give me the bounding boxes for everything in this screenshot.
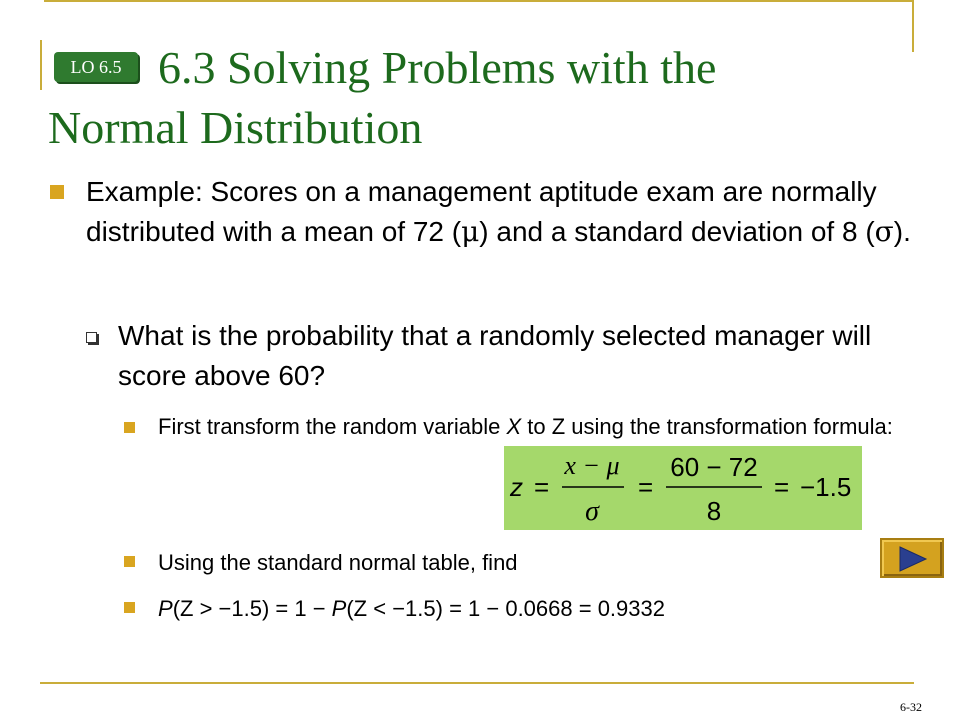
top-rule [44, 0, 914, 2]
footer-rule [40, 682, 914, 684]
probability-result [158, 592, 665, 626]
example-text-part: ). [893, 216, 911, 247]
example-text-part: ) and a standard deviation of 8 ( [479, 216, 875, 247]
transform-text [158, 410, 898, 444]
slide-title [48, 38, 928, 158]
example-text-part: Example: Scores on a management aptitude exam are normally distributed with a mean of 72 ( [86, 176, 877, 247]
bullet-square-icon [124, 602, 135, 613]
formula-den2: 8 [706, 496, 722, 526]
title-line1: 6.3 Solving Problems with the [158, 42, 717, 93]
formula-num1: x − μ [564, 451, 620, 480]
formula-result: −1.5 [800, 472, 852, 502]
next-slide-button[interactable] [880, 538, 944, 578]
transform-text-part: First transform the random variable [158, 414, 507, 439]
mu-symbol: μ [461, 215, 480, 248]
page-number: 6-32 [900, 700, 922, 714]
prob-p: P [158, 596, 173, 621]
table-text: Using the standard normal table, find [158, 550, 518, 575]
learning-objective-badge: LO 6.5 [54, 52, 138, 82]
prob-part: (Z < −1.5) = 1 − 0.0668 = 0.9332 [346, 596, 665, 621]
sigma-symbol: σ [874, 215, 894, 248]
checkbox-bullet-icon [86, 332, 97, 343]
bullet-square-icon [124, 422, 135, 433]
formula-num2: 60 − 72 [670, 452, 758, 482]
formula-z: z [510, 472, 523, 502]
question-text: What is the probability that a randomly selected manager will score above 60? [118, 320, 872, 391]
play-triangle-icon [898, 546, 928, 572]
side-rule [40, 40, 42, 90]
prob-part: (Z > −1.5) = 1 − [172, 596, 332, 621]
transform-text-part: to Z using the transformation formula: [521, 414, 893, 439]
example-text [86, 172, 946, 252]
formula-eq2: = [638, 472, 654, 502]
formula-den1: σ [585, 496, 599, 527]
variable-x: X [506, 414, 522, 439]
formula-eq3: = [774, 472, 790, 502]
bullet-square-icon [50, 185, 64, 199]
bullet-square-icon [124, 556, 135, 567]
formula-eq1: = [534, 472, 550, 502]
z-score-formula [504, 446, 862, 530]
title-line2: Normal Distribution [48, 102, 423, 153]
prob-p: P [331, 596, 347, 621]
